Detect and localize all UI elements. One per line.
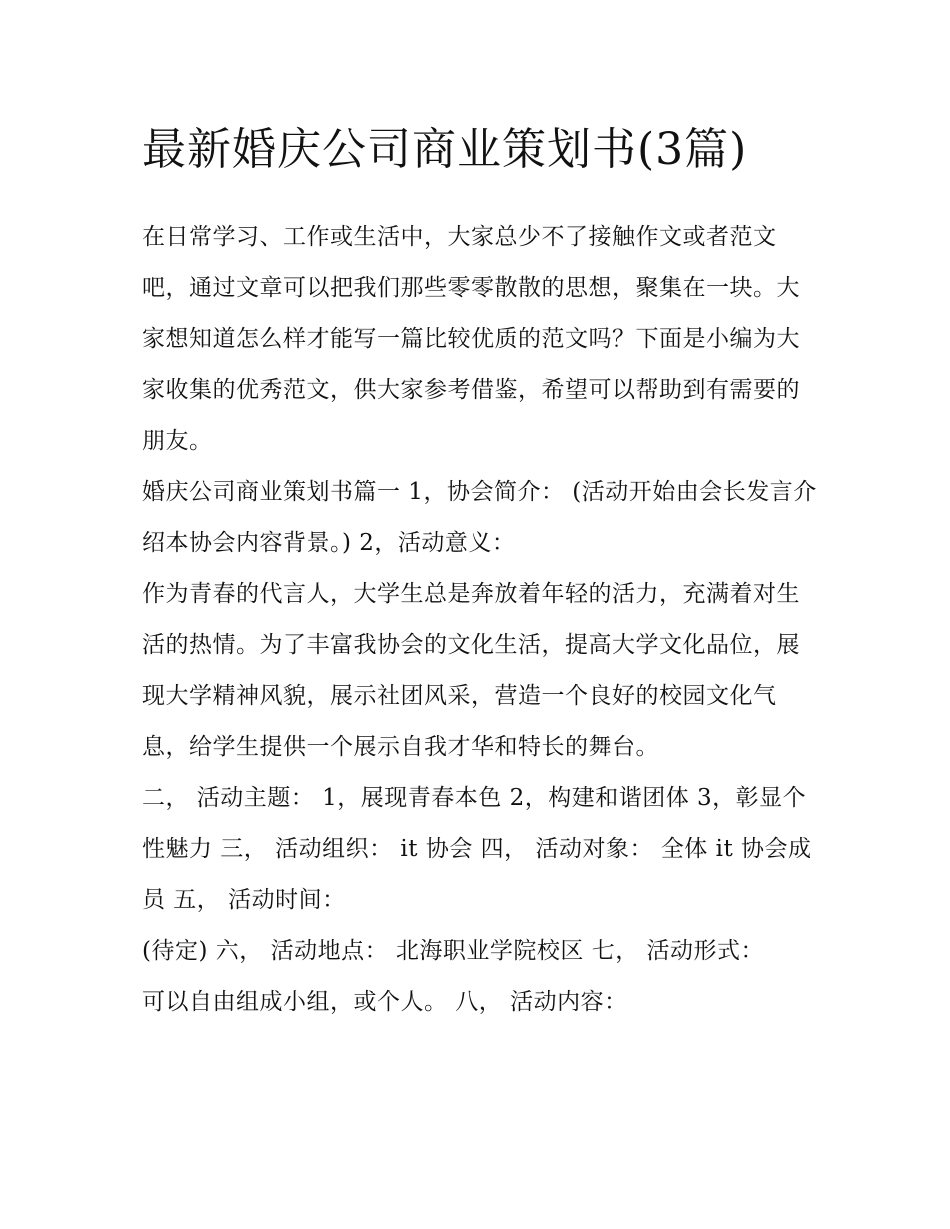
document-title: 最新婚庆公司商业策划书(3篇) <box>142 124 748 175</box>
intro-paragraph: 在日常学习、工作或生活中，大家总少不了接触作文或者范文吧，通过文章可以把我们那些零零散散的思想，聚集在一块。大家想知道怎么样才能写一篇比较优质的范文吗？下面是小编为大家收集的优秀范文，供大家参考借鉴，希望可以帮助到有需要的朋友。 <box>142 224 800 454</box>
content-paragraph: 可以自由组成小组，或个人。 八， 活动内容： <box>142 989 628 1015</box>
location-paragraph: (待定) 六， 活动地点： 北海职业学院校区 七， 活动形式： <box>142 938 765 964</box>
significance-paragraph: 作为青春的代言人，大学生总是奔放着年轻的活力，充满着对生活的热情。为了丰富我协会的文化生活，提高大学文化品位，展现大学精神风貌，展示社团风采，营造一个良好的校园文化气息，给学生提供一个展示自我才华和特长的舞台。 <box>142 581 800 760</box>
theme-paragraph: 二， 活动主题： 1，展现青春本色 2，构建和谐团体 3，彰显个性魅力 三， 活动组织： it 协会 四， 活动对象： 全体 it 协会成员 五， 活动时间： <box>142 785 812 913</box>
section-one-paragraph: 婚庆公司商业策划书篇一 1，协会简介： (活动开始由会长发言介绍本协会内容背景。) 2，活动意义： <box>142 479 817 556</box>
document-body <box>142 112 817 1028</box>
